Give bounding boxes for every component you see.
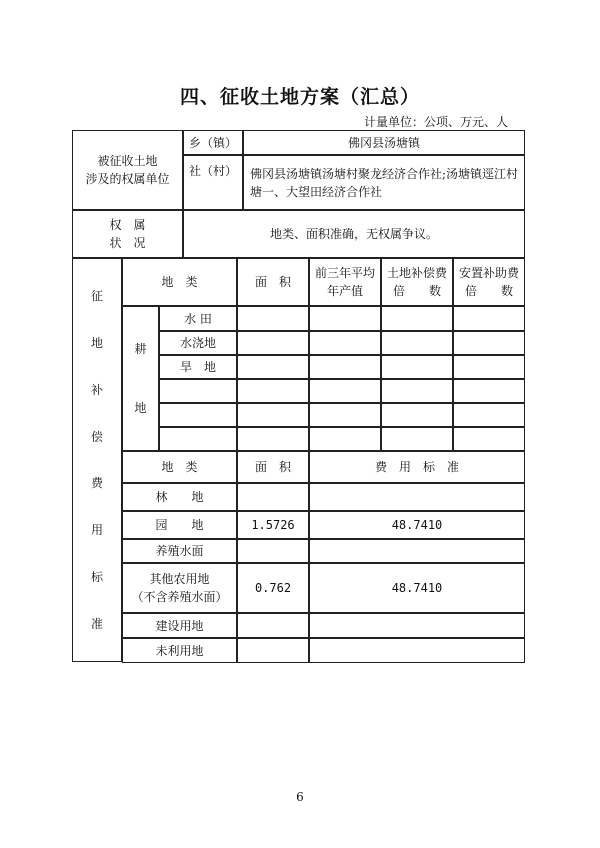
- farmland-cell: [381, 403, 453, 427]
- owner-label: [72, 130, 183, 210]
- farmland-header-resettlement: [453, 258, 525, 306]
- other-land-area: [237, 638, 309, 663]
- other-land-header-type: 地 类: [122, 451, 237, 483]
- section-char: 准: [90, 616, 103, 631]
- other-land-area: 0.762: [237, 563, 309, 613]
- other-land-standard: [309, 483, 525, 511]
- farmland-cell: [237, 379, 309, 403]
- land-comp-line2: 倍 数: [392, 284, 441, 298]
- other-land-standard: [309, 613, 525, 638]
- farmland-row-type: 水浇地: [159, 331, 237, 355]
- township-value: 佛冈县汤塘镇: [243, 130, 525, 155]
- other-land-type: 养殖水面: [122, 539, 237, 563]
- farmland-cell: [381, 355, 453, 379]
- township-label: 乡（镇）: [183, 130, 243, 155]
- section-char: 地: [90, 336, 103, 351]
- measurement-unit: 计量单位：公项、万元、人: [363, 115, 508, 129]
- farmland-cell: [309, 355, 381, 379]
- farmland-header-avg-output: [309, 258, 381, 306]
- arable-land-group-label: [122, 306, 159, 451]
- rights-label-line2: 状 况: [109, 236, 146, 250]
- farmland-header-land-type: 地 类: [122, 258, 237, 306]
- other-land-type-line1: 其他农用地: [149, 572, 210, 586]
- page-title: 四、征收土地方案（汇总）: [179, 86, 420, 108]
- farmland-cell: [159, 427, 237, 451]
- farmland-cell: [381, 306, 453, 331]
- village-value: 佛冈县汤塘镇汤塘村聚龙经济合作社;汤塘镇逕江村塘一、大望田经济合作社: [243, 155, 525, 210]
- farmland-cell: [381, 427, 453, 451]
- other-land-area: [237, 539, 309, 563]
- farmland-cell: [237, 306, 309, 331]
- farmland-cell: [237, 403, 309, 427]
- farmland-cell: [381, 331, 453, 355]
- land-comp-line1: 土地补偿费: [386, 266, 447, 280]
- section-char: 补: [90, 382, 103, 397]
- farmland-cell: [453, 331, 525, 355]
- other-land-standard: [309, 539, 525, 563]
- farmland-cell: [309, 427, 381, 451]
- page-number: 6: [296, 790, 304, 804]
- other-land-type: 园 地: [122, 511, 237, 539]
- farmland-cell: [309, 379, 381, 403]
- other-land-area: [237, 483, 309, 511]
- farmland-cell: [237, 355, 309, 379]
- farmland-cell: [237, 331, 309, 355]
- owner-label-line1: 被征收土地: [97, 154, 158, 168]
- other-land-area: [237, 613, 309, 638]
- other-land-type: 未利用地: [122, 638, 237, 663]
- rights-label-line1: 权 属: [109, 218, 146, 232]
- farmland-header-land-compensation: [381, 258, 453, 306]
- arable-char: 地: [134, 401, 147, 416]
- farmland-cell: [453, 306, 525, 331]
- rights-value: 地类、面积准确，无权属争议。: [183, 210, 525, 258]
- farmland-row-type: [159, 403, 237, 427]
- farmland-cell: [309, 331, 381, 355]
- section-char: 用: [90, 523, 103, 538]
- resettle-line2: 倍 数: [464, 284, 513, 298]
- avg-output-line2: 年产值: [326, 284, 363, 298]
- farmland-cell: [453, 379, 525, 403]
- farmland-header-area: 面 积: [237, 258, 309, 306]
- section-label-compensation-standard: [72, 258, 122, 662]
- farmland-row-type: 水 田: [159, 306, 237, 331]
- other-land-standard: 48.7410: [309, 563, 525, 613]
- owner-label-line2: 涉及的权属单位: [85, 172, 170, 186]
- other-land-area: 1.5726: [237, 511, 309, 539]
- farmland-cell: [309, 403, 381, 427]
- farmland-cell: [237, 427, 309, 451]
- section-char: 费: [90, 476, 103, 491]
- other-land-type: [122, 563, 237, 613]
- section-char: 标: [90, 569, 103, 584]
- rights-label: [72, 210, 183, 258]
- farmland-cell: [453, 427, 525, 451]
- farmland-cell: [309, 306, 381, 331]
- arable-char: 耕: [134, 341, 147, 356]
- section-char: 偿: [90, 429, 103, 444]
- section-char: 征: [90, 289, 103, 304]
- other-land-header-area: 面 积: [237, 451, 309, 483]
- other-land-type-line2: （不含养殖水面）: [131, 590, 228, 604]
- other-land-type: 建设用地: [122, 613, 237, 638]
- farmland-cell: [381, 379, 453, 403]
- other-land-standard: 48.7410: [309, 511, 525, 539]
- farmland-cell: [453, 403, 525, 427]
- farmland-row-type: 旱 地: [159, 355, 237, 379]
- avg-output-line1: 前三年平均: [314, 266, 375, 280]
- farmland-row-type: [159, 379, 237, 403]
- village-label: 社（村）: [183, 155, 243, 210]
- resettle-line1: 安置补助费: [458, 266, 519, 280]
- farmland-cell: [453, 355, 525, 379]
- other-land-header-standard: 费 用 标 准: [309, 451, 525, 483]
- other-land-type: 林 地: [122, 483, 237, 511]
- other-land-standard: [309, 638, 525, 663]
